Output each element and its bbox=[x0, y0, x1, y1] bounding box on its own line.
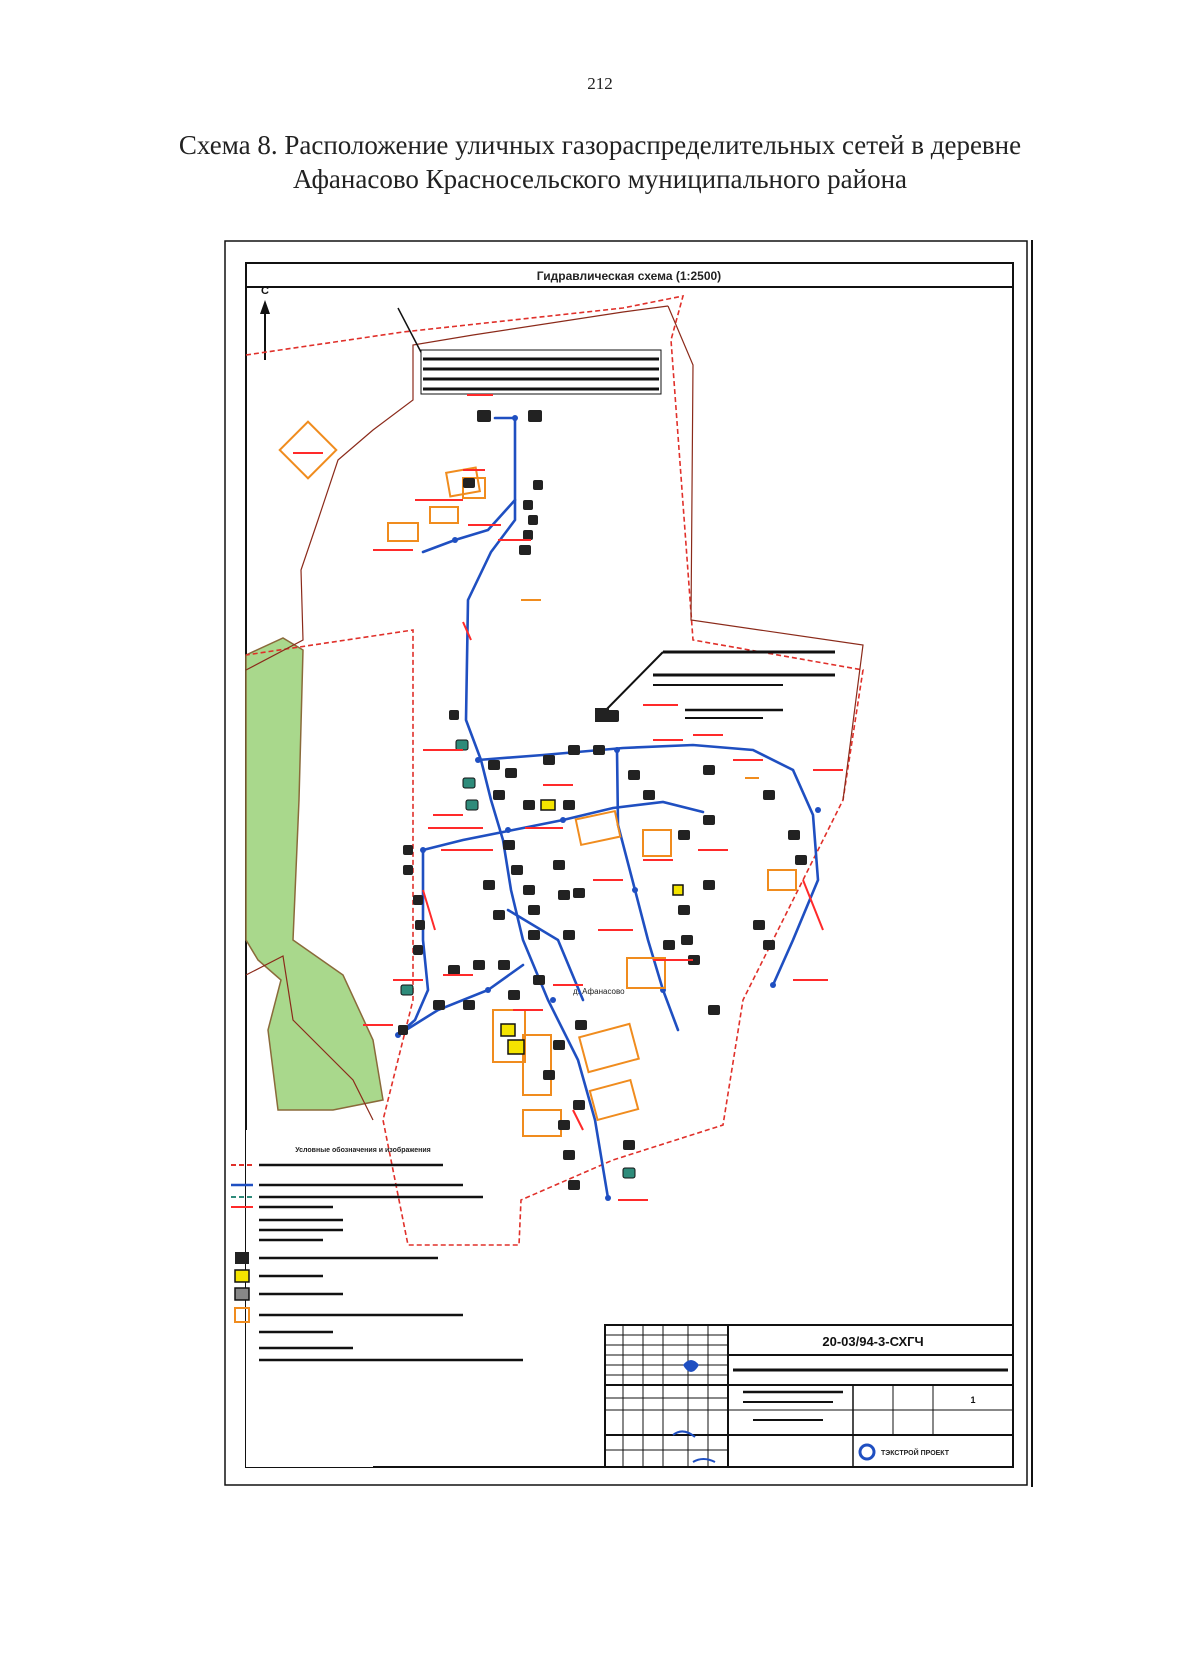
yellow-building bbox=[541, 800, 555, 810]
gas-pipelines bbox=[398, 418, 818, 1198]
boundary-line-east bbox=[668, 306, 863, 800]
legend-background bbox=[246, 1130, 378, 1467]
note-leader bbox=[398, 308, 423, 356]
title-block bbox=[605, 1325, 1013, 1467]
north-label: С bbox=[261, 285, 269, 297]
teal-buildings bbox=[401, 740, 635, 1178]
map-sheet bbox=[223, 240, 1033, 1487]
village-label: д. Афанасово bbox=[573, 987, 625, 996]
gas-station-icon bbox=[595, 708, 609, 722]
yellow-building bbox=[673, 885, 683, 895]
caption-line-1: Схема 8. Расположение уличных газораспределительных сетей в деревне bbox=[178, 130, 1022, 160]
north-arrow-icon bbox=[260, 300, 270, 314]
page-number: 212 bbox=[587, 74, 613, 93]
note-box-top bbox=[421, 350, 661, 394]
gas-network-map bbox=[223, 240, 1029, 1487]
sheet-number: 1 bbox=[970, 1395, 976, 1405]
yellow-building bbox=[501, 1024, 515, 1036]
buildings bbox=[398, 410, 807, 1190]
page-caption bbox=[120, 128, 1080, 196]
company-name: ТЭКСТРОЙ ПРОЕКТ bbox=[881, 1450, 950, 1457]
legend-title: Условные обозначения и изображения bbox=[295, 1147, 431, 1154]
drawing-code: 20-03/94-3-СХГЧ bbox=[822, 1334, 924, 1349]
orange-marks bbox=[521, 600, 759, 778]
map-title: Гидравлическая схема (1:2500) bbox=[536, 269, 722, 283]
caption-line-2: Афанасово Красносельского муниципального района bbox=[292, 164, 908, 194]
yellow-building bbox=[508, 1040, 524, 1054]
forest-area bbox=[246, 638, 383, 1110]
